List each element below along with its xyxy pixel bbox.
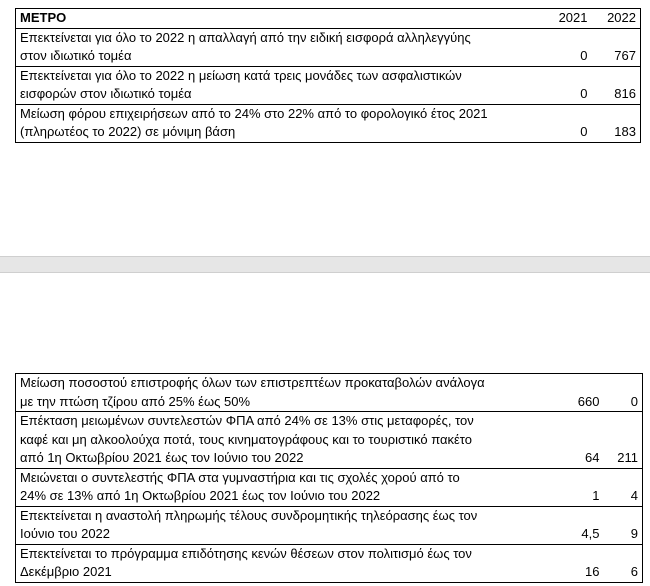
column-header-measure: ΜΕΤΡΟ bbox=[16, 9, 536, 29]
value-2022: 9 bbox=[604, 525, 643, 544]
value-2021: 0 bbox=[536, 123, 592, 142]
measure-line: με την πτώση τζίρου από 25% έως 50% bbox=[16, 393, 544, 412]
measure-line: εισφορών στον ιδιωτικό τομέα bbox=[16, 85, 536, 104]
measure-line: 24% σε 13% από 1η Οκτωβρίου 2021 έως τον Ιούνιο του 2022 bbox=[16, 487, 544, 506]
measure-line: Δεκέμβριο 2021 bbox=[16, 563, 544, 582]
table-row bbox=[16, 468, 643, 487]
table-row bbox=[16, 487, 643, 506]
measure-line: Επέκταση μειωμένων συντελεστών ΦΠΑ από 24% σε 13% στις μεταφορές, τον bbox=[16, 412, 544, 431]
measure-line: Επεκτείνεται η αναστολή πληρωμής τέλους συνδρομητικής τηλεόρασης έως τον bbox=[16, 506, 544, 525]
table-row bbox=[16, 374, 643, 393]
value-2022: 183 bbox=[592, 123, 641, 142]
value-2022: 6 bbox=[604, 563, 643, 582]
page-separator bbox=[0, 256, 650, 273]
table-row bbox=[16, 47, 641, 66]
value-2021: 4,5 bbox=[581, 526, 600, 541]
table-row bbox=[16, 28, 641, 47]
measure-line: Μείωση ποσοστού επιστροφής όλων των επιστρεπτέων προκαταβολών ανάλογα bbox=[16, 374, 544, 393]
value-2022: 4 bbox=[604, 487, 643, 506]
measure-line: από 1η Οκτωβρίου 2021 έως τον Ιούνιο του 2022 bbox=[16, 449, 544, 468]
measure-line: (πληρωτέος το 2022) σε μόνιμη βάση bbox=[16, 123, 536, 142]
table-row bbox=[16, 66, 641, 85]
value-2021: 660 bbox=[577, 393, 600, 409]
table-row bbox=[16, 85, 641, 104]
measure-line: Ιούνιο του 2022 bbox=[16, 525, 544, 544]
value-2021: 1 bbox=[592, 488, 600, 503]
table-row bbox=[16, 506, 643, 525]
value-2021: 64 bbox=[585, 450, 600, 465]
measure-line: Επεκτείνεται για όλο το 2022 η μείωση κατά τρεις μονάδες των ασφαλιστικών bbox=[16, 66, 536, 85]
table-row bbox=[16, 104, 641, 123]
measure-line: καφέ και μη αλκοολούχα ποτά, τους κινηματογράφους και το τουριστικό πακέτο bbox=[16, 431, 544, 450]
column-header-2021: 2021 bbox=[536, 9, 592, 29]
table-row bbox=[16, 449, 643, 468]
table-row bbox=[16, 563, 643, 582]
measure-line: στον ιδιωτικό τομέα bbox=[16, 47, 536, 66]
value-2022: 211 bbox=[604, 449, 643, 468]
measures-table-top bbox=[15, 8, 641, 143]
measure-line: Επεκτείνεται για όλο το 2022 η απαλλαγή από την ειδική εισφορά αλληλεγγύης bbox=[16, 28, 536, 47]
measure-line: Μειώνεται ο συντελεστής ΦΠΑ στα γυμναστήρια και τις σχολές χορού από το bbox=[16, 468, 544, 487]
table-row bbox=[16, 525, 643, 544]
value-2021: 0 bbox=[580, 48, 588, 63]
value-2022: 0 bbox=[604, 393, 643, 412]
table-row bbox=[16, 544, 643, 563]
value-2021: 16 bbox=[544, 563, 604, 582]
table-row bbox=[16, 123, 641, 142]
measure-line: Επεκτείνεται το πρόγραμμα επιδότησης κενών θέσεων στον πολιτισμό έως τον bbox=[16, 544, 544, 563]
table-row bbox=[16, 431, 643, 450]
value-2022: 816 bbox=[592, 85, 641, 104]
table-row bbox=[16, 412, 643, 431]
value-2021: 0 bbox=[580, 86, 588, 101]
table-row bbox=[16, 393, 643, 412]
measure-line: Μείωση φόρου επιχειρήσεων από το 24% στο 22% από το φορολογικό έτος 2021 bbox=[16, 104, 536, 123]
table-header-row bbox=[16, 9, 641, 29]
measures-table-bottom bbox=[15, 373, 643, 583]
value-2022: 767 bbox=[592, 47, 641, 66]
column-header-2022: 2022 bbox=[592, 9, 641, 29]
